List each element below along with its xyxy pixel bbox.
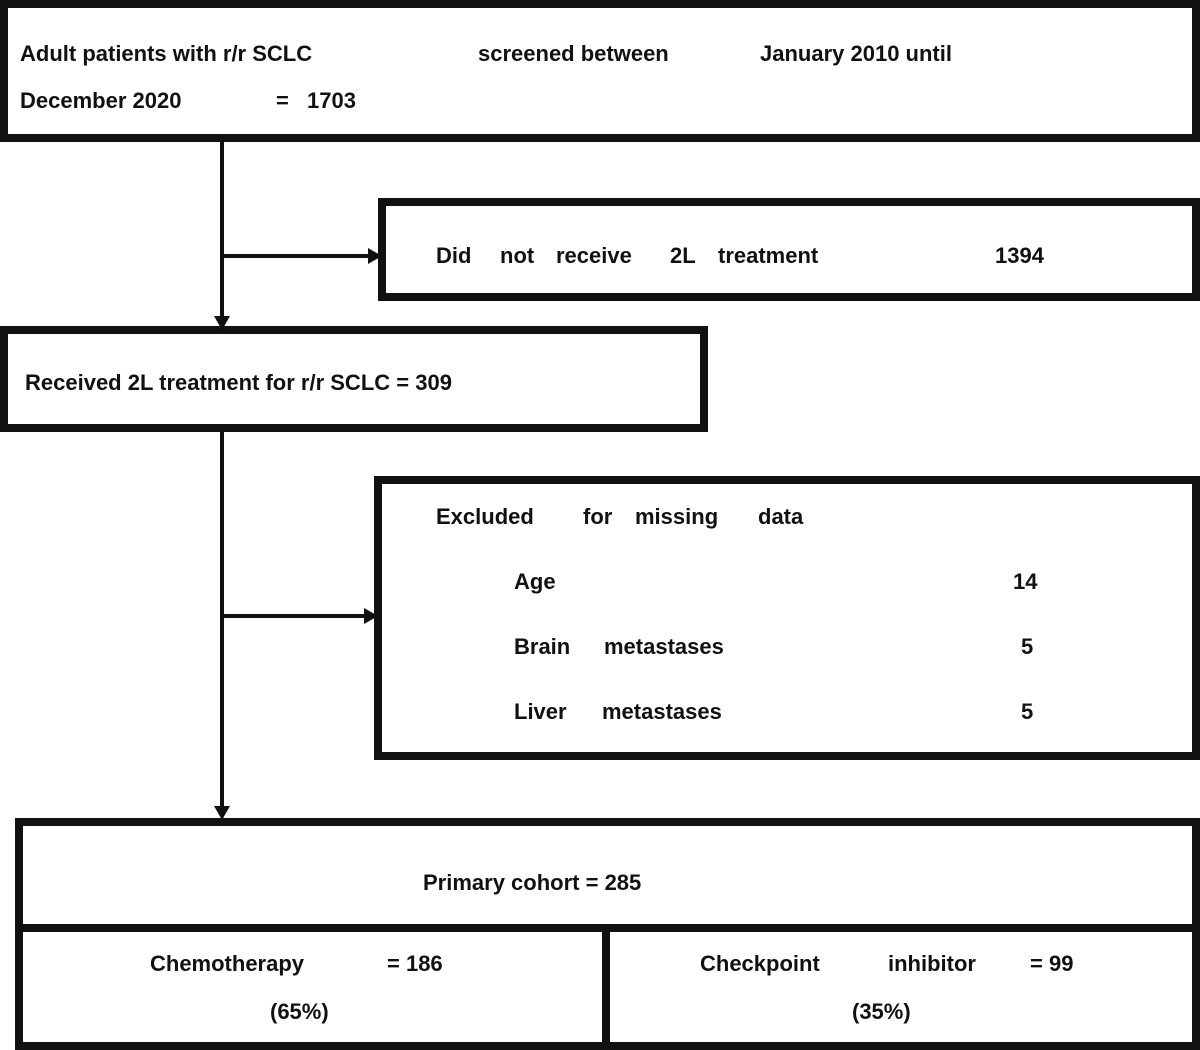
screening-line2-equals: =: [276, 88, 289, 113]
excluded-heading-missing: missing: [635, 504, 719, 529]
excluded-heading-data: data: [758, 504, 804, 529]
excluded-row-liver-label2: metastases: [602, 699, 722, 724]
cohort-vertical-divider: [602, 928, 610, 1050]
screening-box: [0, 0, 1200, 142]
checkpoint-label2: inhibitor: [888, 951, 976, 976]
excluded-row-liver-count: 5: [1021, 699, 1034, 724]
no-2l-word-not: not: [500, 243, 535, 268]
screening-line1-part1: Adult patients with r/r SCLC: [20, 41, 313, 66]
excluded-row-age-count: 14: [1013, 569, 1038, 594]
chemo-label: Chemotherapy: [150, 951, 305, 976]
checkpoint-count: = 99: [1030, 951, 1074, 976]
screening-line1-part2: screened between: [478, 41, 669, 66]
chemo-percent: (65%): [270, 999, 329, 1024]
excluded-row-brain-label: Brain: [514, 634, 571, 659]
checkpoint-label: Checkpoint: [700, 951, 820, 976]
excluded-row-brain-count: 5: [1021, 634, 1034, 659]
no-2l-count: 1394: [995, 243, 1044, 268]
excluded-heading-excluded: Excluded: [436, 504, 534, 529]
no-2l-word-2l: 2L: [670, 243, 696, 268]
chemo-count: = 186: [387, 951, 443, 976]
no-2l-word-treatment: treatment: [718, 243, 819, 268]
received-2l-label: Received 2L treatment for r/r SCLC = 309: [25, 370, 452, 395]
checkpoint-percent: (35%): [852, 999, 911, 1024]
excluded-row-liver-label: Liver: [514, 699, 567, 724]
screening-line1-part3: January 2010 until: [760, 41, 952, 66]
primary-cohort-label: Primary cohort = 285: [423, 870, 642, 895]
no-2l-word-did: Did: [436, 243, 472, 268]
excluded-row-brain-label2: metastases: [604, 634, 724, 659]
screening-count: 1703: [307, 88, 356, 113]
excluded-heading-for: for: [583, 504, 613, 529]
no-2l-word-receive: receive: [556, 243, 632, 268]
excluded-row-age-label: Age: [514, 569, 556, 594]
screening-line2-part1: December 2020: [20, 88, 182, 113]
